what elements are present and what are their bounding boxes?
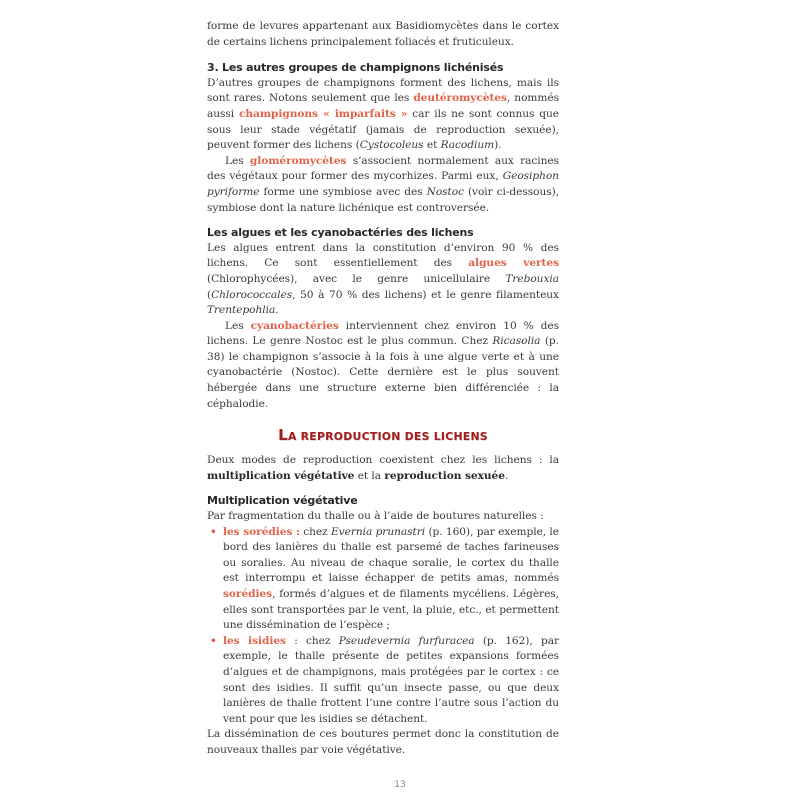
heading-algae-cyanobacteria: Les algues et les cyanobactéries des lichens bbox=[207, 226, 474, 240]
bullet-list bbox=[207, 525, 559, 728]
text: chez bbox=[299, 525, 331, 538]
spacer bbox=[207, 216, 559, 225]
term-les-isidies: les isidies bbox=[223, 634, 286, 647]
text: A bbox=[287, 430, 297, 444]
genus-ricasolia: Ricasolia bbox=[492, 335, 541, 348]
text: (voir ci-dessous), symbiose dont la nature lichénique est controversée. bbox=[207, 185, 560, 214]
text: ). bbox=[494, 139, 502, 152]
term-multiplication-vegetative: multiplication végétative bbox=[207, 469, 355, 482]
term-soredies: sorédies bbox=[223, 588, 273, 600]
text: (p. 160), par exemple, le bord des lanières du thalle est parsemé de taches farineuses ou soralies. Au niveau de chaque soralie, le cortex du thalle est interrompu et laisse échapper de petits amas, nommés bbox=[223, 525, 559, 585]
section-title-reproduction bbox=[207, 424, 559, 448]
paragraph-cyanobacteria bbox=[207, 319, 559, 413]
genus-nostoc: Nostoc bbox=[426, 185, 464, 198]
text: (p. 162), par exemple, le thalle présente de petites expansions formées d’algues et de champignons, mais protégées par le cortex : ce sont des isidies. Il suffit qu’un insecte passe, ou que deux lanières de thalle frottent l’une contre l’autre sous l’action du vent pour que les isidies se détachent. bbox=[223, 634, 559, 725]
bullet-icon: • bbox=[210, 634, 217, 647]
paragraph-deuteromycetes bbox=[207, 76, 559, 154]
order-chlorococcales: Chlorococcales bbox=[211, 288, 293, 301]
text: ( bbox=[207, 288, 212, 301]
text: et bbox=[423, 139, 441, 152]
text: D’autres groupes de champignons forment des lichens, mais ils sont rares. Notons seulement que les bbox=[207, 76, 559, 105]
paragraph-closing: La dissémination de ces boutures permet donc la constitution de nouveaux thalles par voie végétative. bbox=[207, 728, 559, 756]
paragraph-fragmentation-lead: Par fragmentation du thalle ou à l’aide de boutures naturelles : bbox=[207, 510, 544, 523]
title-rest bbox=[288, 430, 488, 443]
term-algues-vertes: algues vertes bbox=[468, 257, 559, 270]
text: . bbox=[275, 304, 279, 317]
text: Les algues entrent dans la constitution d’environ 90 % des lichens. Ce sont essentiellement des bbox=[207, 241, 559, 270]
text: Les bbox=[225, 154, 250, 167]
title-initial: L bbox=[278, 426, 288, 445]
genus-trentepohlia: Trentepohlia bbox=[207, 304, 276, 317]
term-champignons-imparfaits: champignons « imparfaits » bbox=[238, 107, 408, 120]
list-item-soredies bbox=[207, 525, 559, 634]
paragraph-algae bbox=[207, 241, 559, 319]
text: Les bbox=[225, 319, 251, 332]
bullet-icon: • bbox=[210, 525, 217, 538]
text: interviennent chez environ 10 % des lichens. Le genre Nostoc est le plus commun. Chez bbox=[207, 319, 559, 348]
text: forme une symbiose avec des bbox=[259, 185, 427, 198]
genus-cystocoleus: Cystocoleus bbox=[359, 139, 424, 152]
intro-paragraph: forme de levures appartenant aux Basidiomycètes dans le cortex de certains lichens principalement foliacés et fruticuleux. bbox=[207, 20, 559, 48]
text: (Chlorophycées), avec le genre unicellulaire bbox=[207, 272, 506, 285]
term-glomeromycetes: gloméromycètes bbox=[249, 154, 347, 167]
species-geosiphon-pyriforme: Geosiphon pyriforme bbox=[207, 170, 559, 198]
species-evernia-prunastri: Evernia prunastri bbox=[331, 525, 426, 538]
text: REPRODUCTION DES LICHENS bbox=[296, 430, 488, 444]
text: s’associent normalement aux racines des végétaux pour former des mycorhizes. Parmi eux, bbox=[207, 154, 559, 183]
text: , formés d’algues et de filaments mycéliens. Légères, elles sont transportées par le vent, la pluie, etc., et permettent une dissémination de l’espèce ; bbox=[223, 588, 559, 632]
list-item-isidies bbox=[207, 634, 559, 728]
page-body bbox=[207, 19, 559, 759]
term-les-soredies: les sorédies : bbox=[223, 525, 300, 538]
term-reproduction-sexuee: reproduction sexuée bbox=[384, 469, 505, 482]
term-cyanobacteries: cyanobactéries bbox=[250, 319, 339, 332]
text: et la bbox=[354, 469, 385, 482]
heading-multiplication-vegetative: Multiplication végétative bbox=[207, 494, 358, 508]
page-number: 13 bbox=[394, 780, 406, 790]
genus-trebouxia: Trebouxia bbox=[505, 272, 559, 285]
text: (p. 38) le champignon s’associe à la fois à une algue verte et à une cyanobactérie (Nostoc). Cette dernière est le plus souvent hébergée dans une structure externe bien différenciée : la céphalodie. bbox=[207, 335, 559, 410]
spacer bbox=[207, 412, 559, 424]
heading-other-groups: 3. Les autres groupes de champignons lichénisés bbox=[207, 61, 504, 75]
text: . bbox=[504, 469, 509, 482]
paragraph-reproduction-intro bbox=[207, 453, 559, 484]
text: Deux modes de reproduction coexistent chez les lichens : la bbox=[207, 454, 559, 467]
paragraph-glomeromycetes bbox=[207, 154, 559, 216]
genus-racodium: Racodium bbox=[440, 139, 495, 152]
text: : chez bbox=[285, 634, 339, 647]
species-pseudevernia-furfuracea: Pseudevernia furfuracea bbox=[338, 634, 475, 647]
spacer bbox=[207, 484, 559, 493]
spacer bbox=[207, 50, 559, 60]
text: car ils ne sont connus que sous leur stade végétatif (jamais de reproduction sexuée), peuvent former des lichens ( bbox=[207, 107, 559, 152]
term-deuteromycetes: deutéromycètes bbox=[413, 92, 507, 105]
text: , 50 à 70 % des lichens) et le genre filamenteux bbox=[292, 288, 559, 301]
text: , nommés aussi bbox=[207, 92, 559, 120]
